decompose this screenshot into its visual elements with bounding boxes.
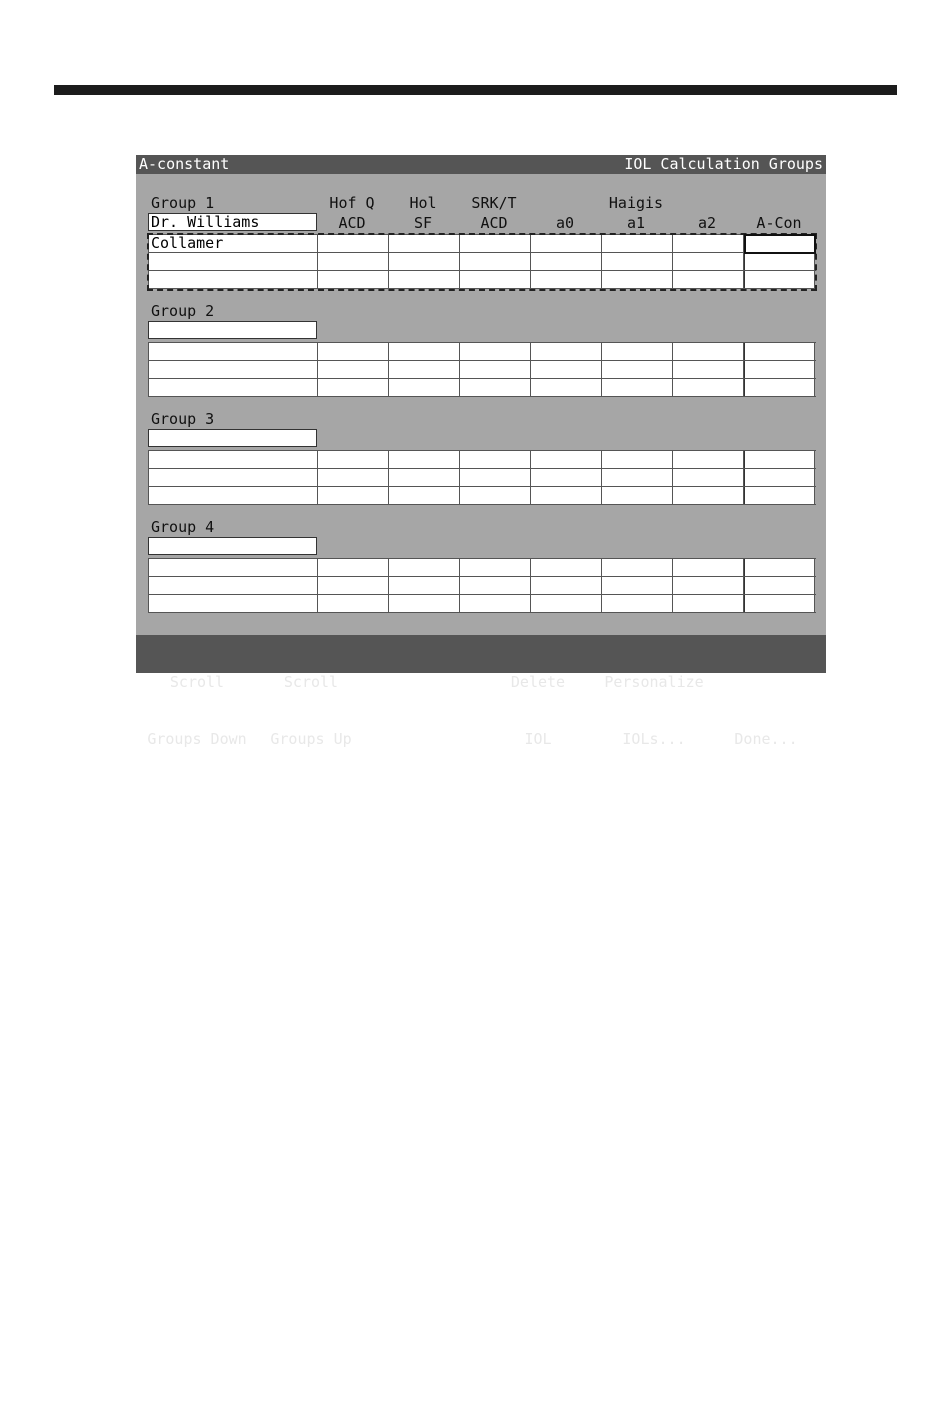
- hol-sf-cell[interactable]: [389, 361, 460, 378]
- group-3-label: Group 3: [151, 410, 215, 428]
- srkt-acd-cell[interactable]: [460, 361, 531, 378]
- header-a1: a1: [626, 214, 646, 232]
- a-con-cell[interactable]: [744, 595, 815, 612]
- haigis-a2-cell[interactable]: [673, 235, 744, 252]
- personalize-iols-line1: Personalize: [604, 673, 704, 691]
- header-haigis: Haigis: [608, 194, 664, 212]
- srkt-acd-cell[interactable]: [460, 577, 531, 594]
- haigis-a0-cell[interactable]: [531, 361, 602, 378]
- haigis-a0-cell[interactable]: [531, 379, 602, 396]
- haigis-a0-cell[interactable]: [531, 559, 602, 576]
- hol-sf-cell[interactable]: [389, 451, 460, 468]
- group-3-name-field[interactable]: [148, 429, 317, 447]
- hofq-acd-cell[interactable]: [318, 235, 389, 252]
- a-con-cell[interactable]: [744, 487, 815, 504]
- haigis-a1-cell[interactable]: [602, 253, 673, 270]
- haigis-a1-cell[interactable]: [602, 469, 673, 486]
- haigis-a1-cell[interactable]: [602, 271, 673, 288]
- hofq-acd-cell[interactable]: [318, 451, 389, 468]
- hol-sf-cell[interactable]: [389, 559, 460, 576]
- haigis-a0-cell[interactable]: [531, 253, 602, 270]
- iol-name-cell[interactable]: [148, 595, 318, 612]
- group-4-name-field[interactable]: [148, 537, 317, 555]
- haigis-a1-cell[interactable]: [602, 343, 673, 360]
- header-a0: a0: [555, 214, 575, 232]
- hol-sf-cell[interactable]: [389, 577, 460, 594]
- iol-calculation-screen: [136, 155, 826, 748]
- table-row[interactable]: [148, 270, 816, 289]
- hofq-acd-cell[interactable]: [318, 469, 389, 486]
- screen-title: A-constant: [139, 155, 230, 173]
- a-con-cell[interactable]: [744, 577, 815, 594]
- haigis-a2-cell[interactable]: [673, 253, 744, 270]
- table-row[interactable]: [148, 252, 816, 270]
- hofq-acd-cell[interactable]: [318, 343, 389, 360]
- header-hofq-top: Hof Q: [329, 194, 375, 212]
- personalize-iols-line2: IOLs...: [622, 730, 686, 748]
- haigis-a1-cell[interactable]: [602, 487, 673, 504]
- srkt-acd-cell[interactable]: [460, 559, 531, 576]
- table-row[interactable]: [148, 378, 816, 397]
- table-row[interactable]: [148, 234, 816, 252]
- iol-name-cell[interactable]: [148, 271, 318, 288]
- haigis-a1-cell[interactable]: [602, 379, 673, 396]
- haigis-a1-cell[interactable]: [602, 235, 673, 252]
- iol-name-cell[interactable]: [148, 253, 318, 270]
- srkt-acd-cell[interactable]: [460, 487, 531, 504]
- hofq-acd-cell[interactable]: [318, 595, 389, 612]
- iol-name-cell[interactable]: [148, 451, 318, 468]
- table-row[interactable]: [148, 342, 816, 360]
- scroll-groups-down-line2: Groups Down: [147, 730, 247, 748]
- a-con-cell[interactable]: [744, 271, 815, 288]
- haigis-a1-cell[interactable]: [602, 361, 673, 378]
- haigis-a0-cell[interactable]: [531, 487, 602, 504]
- srkt-acd-cell[interactable]: [460, 235, 531, 252]
- table-row[interactable]: [148, 468, 816, 486]
- haigis-a2-cell[interactable]: [673, 577, 744, 594]
- srkt-acd-cell[interactable]: [460, 271, 531, 288]
- scroll-groups-up-line2: Groups Up: [270, 730, 352, 748]
- top-rule: [54, 85, 897, 95]
- softkey-bar: [136, 635, 826, 748]
- iol-name-cell[interactable]: [148, 361, 318, 378]
- personalize-iols-button[interactable]: [592, 635, 716, 748]
- srkt-acd-cell[interactable]: [460, 343, 531, 360]
- a-con-cell[interactable]: [744, 361, 815, 378]
- hol-sf-cell[interactable]: [389, 469, 460, 486]
- scroll-groups-up-line1: Scroll: [283, 673, 339, 691]
- scroll-groups-down-line1: Scroll: [169, 673, 225, 691]
- header-srkt-top: SRK/T: [471, 194, 517, 212]
- header-hol-top: Hol: [409, 194, 437, 212]
- hol-sf-cell[interactable]: [389, 595, 460, 612]
- group-4-iol-table: [148, 558, 816, 613]
- a-con-cell[interactable]: [744, 379, 815, 396]
- table-row[interactable]: [148, 450, 816, 468]
- hol-sf-cell[interactable]: [389, 253, 460, 270]
- haigis-a0-cell[interactable]: [531, 271, 602, 288]
- hofq-acd-cell[interactable]: [318, 271, 389, 288]
- delete-iol-button[interactable]: [493, 635, 583, 748]
- header-hol-bottom: SF: [413, 214, 433, 232]
- hol-sf-cell[interactable]: [389, 271, 460, 288]
- table-row[interactable]: [148, 576, 816, 594]
- a-con-cell[interactable]: [744, 235, 815, 252]
- haigis-a2-cell[interactable]: [673, 595, 744, 612]
- table-row[interactable]: [148, 360, 816, 378]
- haigis-a0-cell[interactable]: [531, 469, 602, 486]
- haigis-a0-cell[interactable]: [531, 343, 602, 360]
- srkt-acd-cell[interactable]: [460, 595, 531, 612]
- hol-sf-cell[interactable]: [389, 343, 460, 360]
- group-2-iol-table: [148, 342, 816, 397]
- haigis-a2-cell[interactable]: [673, 271, 744, 288]
- hol-sf-cell[interactable]: [389, 487, 460, 504]
- iol-name-cell[interactable]: [148, 487, 318, 504]
- delete-iol-line1: Delete: [510, 673, 566, 691]
- haigis-a2-cell[interactable]: [673, 379, 744, 396]
- hofq-acd-cell[interactable]: [318, 253, 389, 270]
- haigis-a1-cell[interactable]: [602, 577, 673, 594]
- header-hofq-bottom: ACD: [338, 214, 366, 232]
- header-a2: a2: [697, 214, 717, 232]
- haigis-a0-cell[interactable]: [531, 451, 602, 468]
- hofq-acd-cell[interactable]: [318, 361, 389, 378]
- hofq-acd-cell[interactable]: [318, 379, 389, 396]
- haigis-a2-cell[interactable]: [673, 343, 744, 360]
- iol-name-cell[interactable]: [148, 343, 318, 360]
- group-2-label: Group 2: [151, 302, 215, 320]
- hofq-acd-cell[interactable]: [318, 487, 389, 504]
- hol-sf-cell[interactable]: [389, 379, 460, 396]
- haigis-a2-cell[interactable]: [673, 487, 744, 504]
- table-row[interactable]: [148, 594, 816, 613]
- group-1-name-field[interactable]: Dr. Williams: [148, 213, 317, 231]
- srkt-acd-cell[interactable]: [460, 253, 531, 270]
- a-con-cell[interactable]: [744, 343, 815, 360]
- haigis-a2-cell[interactable]: [673, 451, 744, 468]
- haigis-a1-cell[interactable]: [602, 595, 673, 612]
- scroll-groups-down-button[interactable]: [138, 635, 256, 748]
- group-4-label: Group 4: [151, 518, 215, 536]
- hofq-acd-cell[interactable]: [318, 559, 389, 576]
- a-con-cell[interactable]: [744, 469, 815, 486]
- iol-name-cell[interactable]: [148, 577, 318, 594]
- srkt-acd-cell[interactable]: [460, 451, 531, 468]
- haigis-a1-cell[interactable]: [602, 451, 673, 468]
- a-con-cell[interactable]: [744, 253, 815, 270]
- done-button[interactable]: [724, 635, 808, 748]
- title-bar: [136, 155, 826, 174]
- group-2-name-field[interactable]: [148, 321, 317, 339]
- a-con-cell[interactable]: [744, 451, 815, 468]
- haigis-a0-cell[interactable]: [531, 577, 602, 594]
- srkt-acd-cell[interactable]: [460, 379, 531, 396]
- hofq-acd-cell[interactable]: [318, 577, 389, 594]
- header-acon: A-Con: [756, 214, 802, 232]
- haigis-a0-cell[interactable]: [531, 595, 602, 612]
- group-1-iol-table: [148, 234, 816, 289]
- delete-iol-line2: IOL: [524, 730, 552, 748]
- iol-name-cell[interactable]: [148, 559, 318, 576]
- hol-sf-cell[interactable]: [389, 235, 460, 252]
- header-srkt-bottom: ACD: [480, 214, 508, 232]
- group-1-label: Group 1: [151, 194, 215, 212]
- done-label: Done...: [734, 730, 798, 748]
- iol-name-cell[interactable]: [148, 469, 318, 486]
- haigis-a0-cell[interactable]: [531, 235, 602, 252]
- a-con-cell[interactable]: [744, 559, 815, 576]
- screen-subtitle: IOL Calculation Groups: [624, 155, 823, 173]
- haigis-a2-cell[interactable]: [673, 469, 744, 486]
- haigis-a1-cell[interactable]: [602, 559, 673, 576]
- group-3-iol-table: [148, 450, 816, 505]
- table-row[interactable]: [148, 486, 816, 505]
- iol-name-cell[interactable]: [148, 379, 318, 396]
- srkt-acd-cell[interactable]: [460, 469, 531, 486]
- iol-name-cell[interactable]: Collamer: [148, 235, 318, 252]
- haigis-a2-cell[interactable]: [673, 361, 744, 378]
- haigis-a2-cell[interactable]: [673, 559, 744, 576]
- table-row[interactable]: [148, 558, 816, 576]
- scroll-groups-up-button[interactable]: [262, 635, 360, 748]
